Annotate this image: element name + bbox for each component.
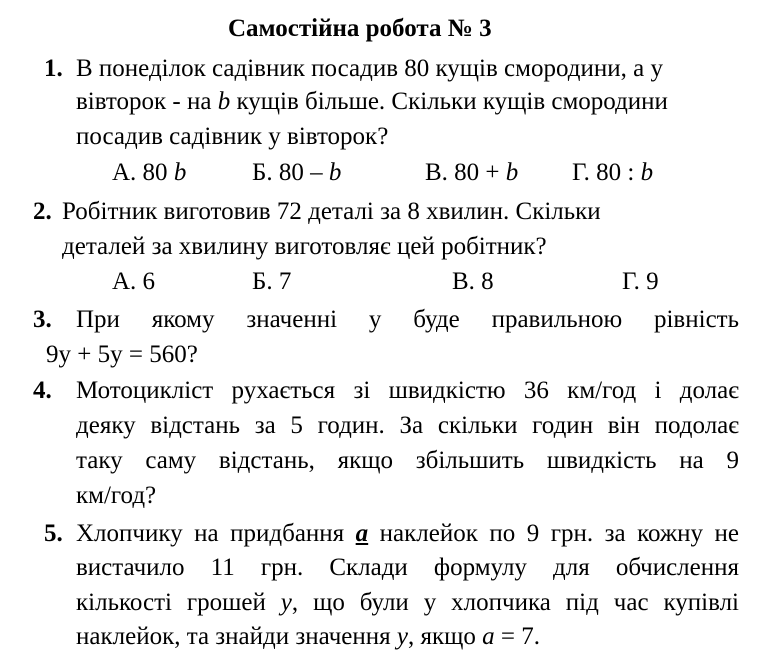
task-5-number: 5. bbox=[44, 520, 63, 547]
task-5-line-4: наклейок, та знайди значення у, якщо а = 7. bbox=[76, 623, 541, 650]
task-2-line-1: Робітник виготовив 72 деталі за 8 хвилин. Скільки bbox=[62, 198, 601, 225]
task-2-option-c: В. 8 bbox=[452, 268, 494, 295]
task-4-number: 4. bbox=[33, 377, 52, 404]
task-1-option-a: А. 80 b bbox=[112, 159, 187, 186]
task-1-option-b: Б. 80 – b bbox=[252, 159, 342, 186]
task-2-option-a: А. 6 bbox=[112, 268, 156, 295]
task-2-option-d: Г. 9 bbox=[622, 268, 659, 295]
task-4-line-2: деяку відстань за 5 годин. За скільки годин він подолає bbox=[76, 412, 739, 439]
task-1-number: 1. bbox=[44, 55, 63, 82]
task-4-line-1: Мотоцикліст рухається зі швидкістю 36 км/год і долає bbox=[76, 377, 739, 404]
task-5-line-1: Хлопчику на придбання а наклейок по 9 грн. за кожну не bbox=[76, 520, 739, 547]
task-1-option-d: Г. 80 : b bbox=[572, 159, 654, 186]
task-1-line-1: В понеділок садівник посадив 80 кущів смородини, а у bbox=[76, 55, 663, 82]
task-1-line-2: вівторок - на b кущів більше. Скільки кущів смородини bbox=[76, 88, 668, 115]
task-2-option-b: Б. 7 bbox=[252, 268, 292, 295]
task-2-line-2: деталей за хвилину виготовляє цей робітник? bbox=[62, 233, 547, 260]
task-5-line-3: кількості грошей у, що були у хлопчика під час купівлі bbox=[76, 589, 739, 616]
task-4-line-4: км/год? bbox=[76, 482, 157, 509]
task-3-line-2: 9у + 5у = 560? bbox=[46, 341, 198, 368]
task-3-number: 3. bbox=[33, 306, 52, 333]
task-4-line-3: таку саму відстань, якщо збільшить швидкість на 9 bbox=[76, 447, 739, 474]
page-title: Самостійна робота № 3 bbox=[228, 15, 492, 42]
task-1-line-3: посадив садівник у вівторок? bbox=[76, 123, 389, 150]
task-5-line-2: вистачило 11 грн. Склади формулу для обчислення bbox=[76, 554, 739, 581]
task-3-line-1: При якому значенні у буде правильною рівність bbox=[76, 306, 739, 333]
task-2-number: 2. bbox=[33, 198, 52, 225]
task-1-option-c: В. 80 + b bbox=[425, 159, 519, 186]
